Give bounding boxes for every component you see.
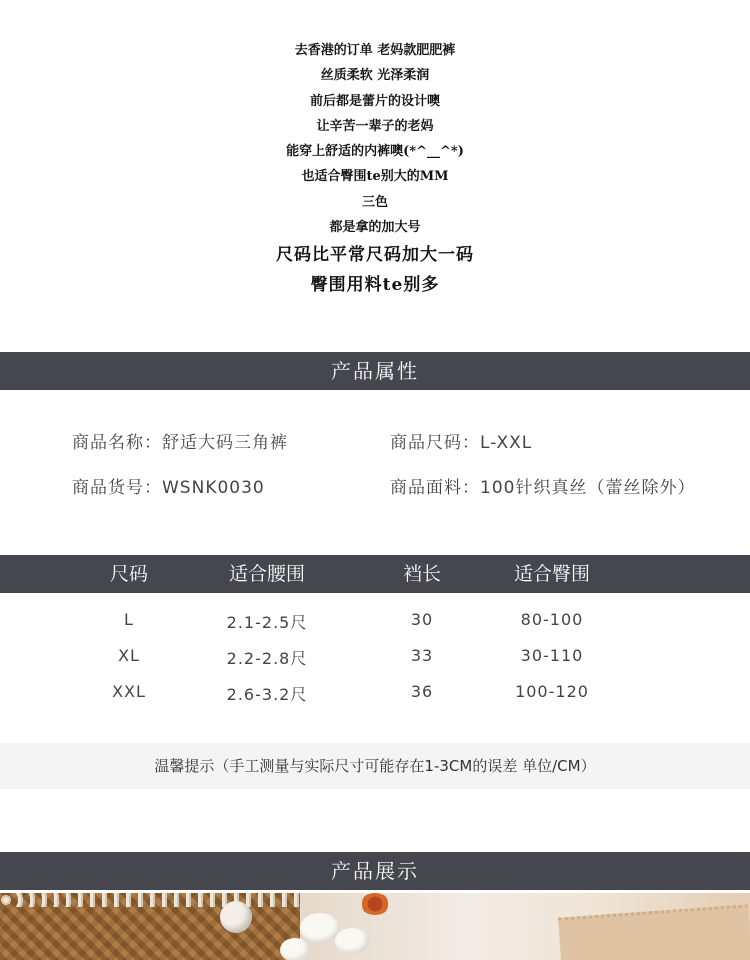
intro-line: 让辛苦一辈子的老妈 xyxy=(316,118,434,134)
size-table-header xyxy=(0,555,750,593)
intro-line: 丝质柔软 光泽柔润 xyxy=(320,68,430,84)
fabric-swatch-image xyxy=(558,904,750,960)
cell-size: XL xyxy=(118,646,140,665)
silk-cocoon-image xyxy=(300,913,340,943)
column-header-hip: 适合臀围 xyxy=(513,563,591,585)
intro-line: 能穿上舒适的内裤噢(*^__^*) xyxy=(286,144,464,160)
silk-cocoon-image xyxy=(335,928,369,954)
cell-crotch: 30 xyxy=(410,610,434,629)
intro-highlight: 尺码比平常尺码加大一码 xyxy=(276,245,474,266)
intro-line: 三色 xyxy=(361,194,388,210)
cell-hip: 80-100 xyxy=(520,610,584,629)
product-name: 商品名称：舒适大码三角裤 xyxy=(72,433,288,453)
dried-flower-image xyxy=(360,893,390,915)
product-fabric: 商品面料：100针织真丝（蕾丝除外） xyxy=(390,478,696,498)
silk-cocoon-image xyxy=(280,938,310,960)
intro-line: 前后都是蕾片的设计噢 xyxy=(309,93,440,109)
cell-waist: 2.1-2.5尺 xyxy=(226,613,308,632)
lace-trim-image xyxy=(0,893,300,907)
cell-hip: 30-110 xyxy=(520,646,584,665)
cell-hip: 100-120 xyxy=(515,682,589,701)
intro-highlight: 臀围用料te别多 xyxy=(310,275,440,296)
intro-text-block xyxy=(0,38,750,300)
showcase-heading: 产品展示 xyxy=(0,852,750,890)
cell-crotch: 33 xyxy=(410,646,434,665)
measurement-tip: 温馨提示（手工测量与实际尺寸可能存在1-3CM的误差 单位/CM） xyxy=(0,743,750,789)
column-header-waist: 适合腰围 xyxy=(228,563,306,585)
cell-size: XXL xyxy=(112,682,146,701)
intro-line: 都是拿的加大号 xyxy=(329,220,421,236)
column-header-size: 尺码 xyxy=(109,563,149,585)
thread-spool-image xyxy=(220,901,252,933)
column-header-crotch: 裆长 xyxy=(402,563,442,585)
intro-line: 去香港的订单 老妈款肥肥裤 xyxy=(294,43,456,58)
intro-line: 也适合臀围te别大的MM xyxy=(301,169,449,185)
product-photo xyxy=(0,893,750,960)
product-size: 商品尺码：L-XXL xyxy=(390,433,533,453)
cell-waist: 2.6-3.2尺 xyxy=(226,685,308,704)
cell-crotch: 36 xyxy=(410,682,434,701)
product-code: 商品货号：WSNK0030 xyxy=(72,478,265,498)
cell-size: L xyxy=(124,610,134,629)
cell-waist: 2.2-2.8尺 xyxy=(226,649,308,668)
attributes-heading: 产品属性 xyxy=(0,352,750,390)
